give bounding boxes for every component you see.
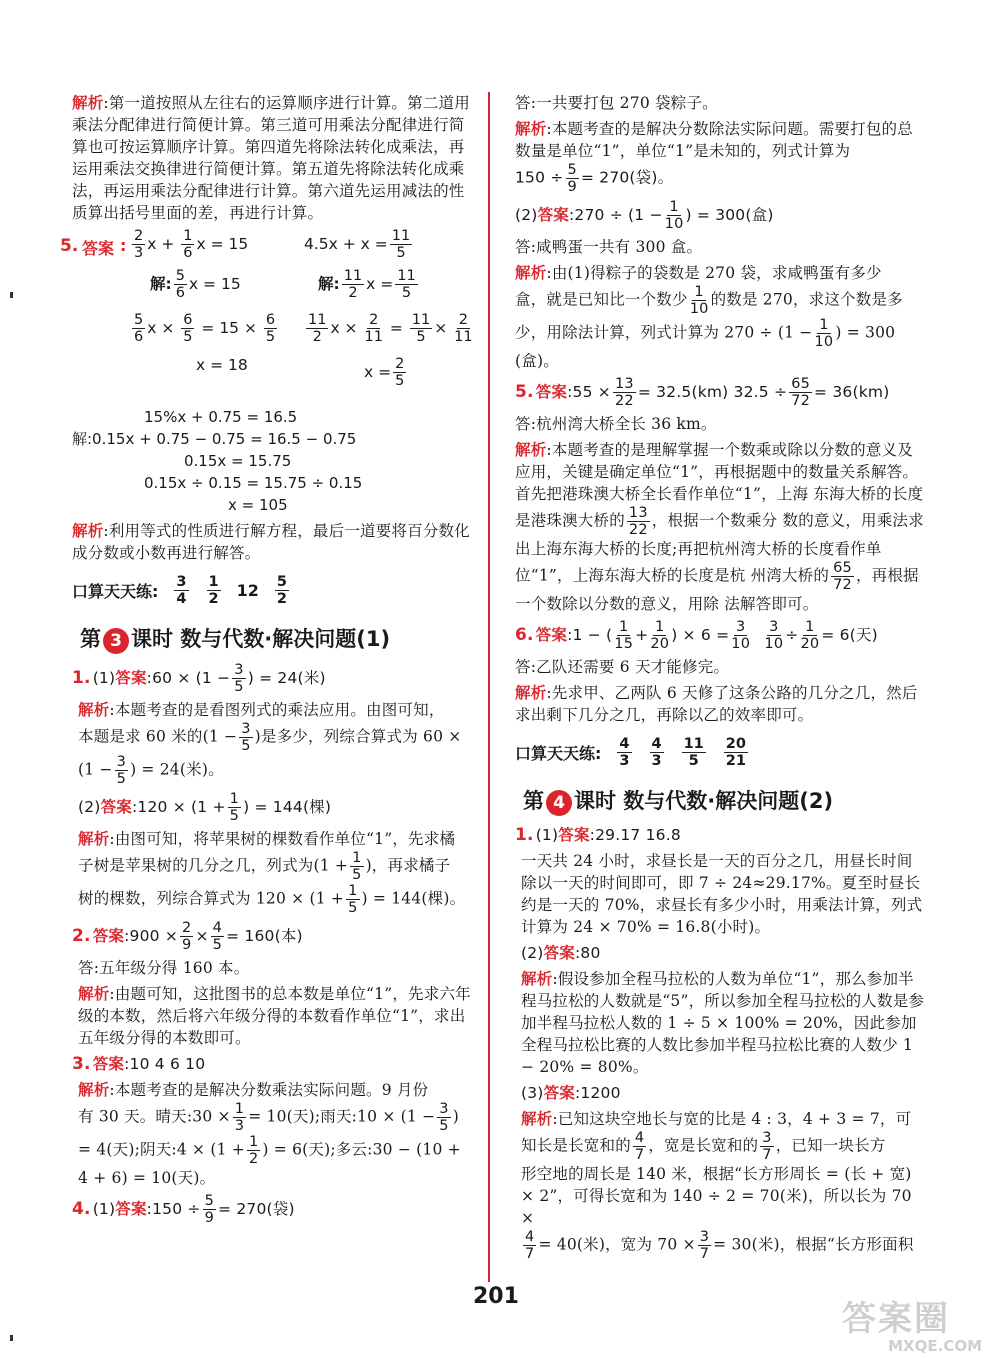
analysis-paragraph: 解析:由题可知，这批图书的总本数是单位“1”，先求六年级的本数，然后将六年级分得的本数看作单位“1”，求出五年级分得的本数即可。	[78, 985, 471, 1047]
analysis-paragraph: 解析:本题考查的是解决分数除法实际问题。需要打包的总数量是单位“1”，单位“1”是未知的，列式计算为 150 ÷ $\frac{5}{9}$ = 270(袋)。	[515, 120, 913, 195]
answer-line: 5. 答案:55 × $\frac{13}{22}$ = 32.5(km) 32.5 ÷ $\frac{65}{72}$ = 36(km)	[515, 376, 890, 409]
analysis-paragraph: 解析:由(1)得粽子的袋数是 270 袋，求咸鸭蛋有多少 盒，就是已知比一个数少 $\frac{1}{10}$ 的数是 270，求这个数是多 少，用除法计算，列式计算为 270 ÷ (1 − $\frac{1}{10}$ ) = 300 (盒)。	[515, 264, 903, 370]
answer-line: (2)答案:270 ÷ (1 − $\frac{1}{10}$ ) = 300(盒)	[515, 199, 774, 232]
reply-line: 答:五年级分得 160 本。	[78, 959, 250, 977]
analysis-paragraph: 解析:第一道按照从左往右的运算顺序进行计算。第二道用乘法分配律进行简便计算。第三道可用乘法分配律进行简算也可按运算顺序计算。第四道先将除法转化成乘法，再运用乘法交换律进行简便计算。第五道先将除法转化成乘法，再运用乘法分配律进行计算。第六道先运用减法的性质算出括号里面的差，再进行计算。	[72, 94, 470, 222]
answer-line: 1. (1)答案:60 × (1 − $\frac{3}{5}$ ) = 24(米)	[72, 662, 326, 695]
answer-line: (2)答案:80	[521, 944, 601, 962]
lesson-heading: 第 3 课时 数与代数·解决问题(1)	[80, 623, 477, 654]
reply-line: 答:咸鸭蛋一共有 300 盒。	[515, 238, 703, 256]
answer-line: 4. (1)答案:150 ÷ $\frac{5}{9}$ = 270(袋)	[72, 1193, 295, 1226]
equation-line: 解:0.15x + 0.75 − 0.75 = 16.5 − 0.75	[72, 430, 357, 448]
analysis-paragraph: 解析:本题考查的是看图列式的乘法应用。由图可知， 本题是求 60 米的(1 − $\frac{3}{5}$ )是多少，列综合算式为 60 × (1 − $\frac{3}{5}$ ) = 24(米)。	[78, 701, 462, 787]
equation-line: 解: $\frac{5}{6}$ x = 15	[150, 268, 241, 301]
reply-line: 答:乙队还需要 6 天才能修完。	[515, 658, 730, 676]
watermark-logo: 答案圈 MXQE.COM	[842, 1299, 982, 1355]
equation-line: 0.15x = 15.75	[184, 452, 292, 470]
answer-line: 3. 答案:10 4 6 10	[72, 1054, 206, 1074]
analysis-paragraph: 解析:本题考查的是解决分数乘法实际问题。9 月份 有 30 天。晴天:30 × $\frac{1}{3}$ = 10(天);雨天:10 × (1 − $\frac{3}{5}$ ) = 4(天);阴天:4 × (1 + $\frac{1}{2}$ ) = 6(天);多云:30 − (10 + 4 + 6) = 10(天)。	[78, 1081, 461, 1187]
equation-line: x = 18	[196, 356, 248, 374]
equation-line: $\frac{2}{3}$ x + $\frac{1}{6}$ x = 15	[134, 228, 249, 261]
right-column	[515, 92, 927, 1266]
analysis-paragraph: 一天共 24 小时，求昼长是一天的百分之几，用昼长时间除以一天的时间即可，即 7 ÷ 24≈29.17%。夏至时昼长约是一天的 70%，求昼长有多少小时，用乘法计算，列式计算为 24 × 70% = 16.8(小时)。	[521, 852, 923, 936]
answer-line: 1. (1)答案:29.17 16.8	[515, 825, 681, 845]
equation-line: 15%x + 0.75 = 16.5	[144, 408, 298, 426]
answer-line: (3)答案:1200	[521, 1084, 621, 1102]
left-column	[60, 92, 477, 1230]
question-number: 5.	[60, 236, 79, 256]
analysis-paragraph: 解析:已知这块空地长与宽的比是 4 : 3，4 + 3 = 7，可 知长是长宽和的 $\frac{4}{7}$ ，宽是长宽和的 $\frac{3}{7}$ ，已知一块长方 形空地的周长是 140 米，根据“长方形周长 = (长 + 宽) × 2”，可得长宽和为 140 ÷ 2 = 70(米)，所以长为 70 × $\frac{4}{7}$ = 40(米)，宽为 70 × $\frac{3}{7}$ = 30(米)，根据“长方形面积	[521, 1110, 914, 1262]
analysis-paragraph: 解析:假设参加全程马拉松的人数为单位“1”，那么参加半程马拉松的人数就是“5”，所以参加全程马拉松的人数是参加半程马拉松人数的 1 ÷ 5 × 100% = 20%，因此参加全程马拉松比赛的人数比参加半程马拉松比赛的人数少 1 − 20% = 80%。	[521, 970, 925, 1076]
scan-mark	[10, 292, 13, 298]
lesson-heading: 第 4 课时 数与代数·解决问题(2)	[523, 785, 927, 816]
equation-line: x = $\frac{2}{5}$	[364, 356, 405, 389]
analysis-paragraph: 解析:利用等式的性质进行解方程，最后一道要将百分数化成分数或小数再进行解答。	[72, 522, 470, 562]
analysis-paragraph: 解析:由图可知，将苹果树的棵数看作单位“1”，先求橘 子树是苹果树的几分之几，列式为(1 + $\frac{1}{5}$ )，再求橘子 树的棵数，列综合算式为 120 × (1 + $\frac{1}{5}$ ) = 144(棵)。	[78, 830, 466, 916]
equation-line: x = 105	[228, 496, 288, 514]
answer-line: 6. 答案:1 − ( $\frac{1}{15}$ + $\frac{1}{20}$ ) × 6 = $\frac{3}{10}$ $\frac{3}{10}$ ÷ $\frac{1}{20}$ = 6(天)	[515, 619, 878, 652]
answer-line: (2)答案:120 × (1 + $\frac{1}{5}$ ) = 144(棵)	[78, 791, 332, 824]
reply-line: 答:一共要打包 270 袋粽子。	[515, 94, 718, 112]
analysis-paragraph: 解析:本题考查的是理解掌握一个数乘或除以分数的意义及应用，关键是确定单位“1”，再根据题中的数量关系解答。首先把港珠澳大桥全长看作单位“1”，上海 东海大桥的长度是港珠澳大桥的 $\frac{13}{22}$ ，根据一个数乘分 数的意义，用乘法求出上海东海大桥的长度;再把杭州湾大桥的长度看作单位“1”，上海东海大桥的长度是杭 州湾大桥的 $\frac{65}{72}$ ，再根据一个数除以分数的意义，用除 法解答即可。	[515, 441, 924, 613]
equation-line: 0.15x ÷ 0.15 = 15.75 ÷ 0.15	[144, 474, 363, 492]
column-divider	[488, 92, 490, 1282]
answer-label: 答案	[82, 239, 115, 258]
oral-practice: 口算天天练: 4 3 4 3 11 5 20 21	[515, 736, 746, 769]
analysis-paragraph: 解析:先求甲、乙两队 6 天修了这条公路的几分之几，然后求出剩下几分之几，再除以乙的效率即可。	[515, 684, 918, 724]
equation-line: 解: $\frac{11}{2}$ x = $\frac{11}{5}$	[318, 268, 416, 301]
equation-line: $\frac{11}{2}$ x × $\frac{2}{11}$ = $\frac{11}{5}$ × $\frac{2}{11}$	[308, 312, 473, 345]
answer-line: 2. 答案:900 × $\frac{2}{9}$ × $\frac{4}{5}$ = 160(本)	[72, 920, 303, 953]
question-5: 5. 答案 : $\frac{2}{3}$ x + $\frac{1}{6}$ x = 15 解: $\frac{5}{6}$ x = 15 $\frac{5}{6}$ x × $\frac{6}{5}$ = 15 × $\frac{6}{5}$ x = 18 4.5x + x = $\frac{11}{5}$ 解: $\frac{11}{2}$ x = $\frac{11}{5}$ $\frac{11}{2}$ x × $\frac{2}{11}$ = $\frac{11}{5}$ × $\frac{2}{11}$ x = $\frac{2}{5}$	[60, 228, 473, 389]
equation-block	[72, 406, 477, 516]
equation-line: $\frac{5}{6}$ x × $\frac{6}{5}$ = 15 × $\frac{6}{5}$	[134, 312, 276, 345]
page-number: 201	[473, 1284, 519, 1309]
reply-line: 答:杭州湾大桥全长 36 km。	[515, 415, 717, 433]
oral-practice: 口算天天练: 3 4 1 2 12 5 2	[72, 574, 287, 607]
scan-mark	[10, 1335, 13, 1341]
equation-line: 4.5x + x = $\frac{11}{5}$	[304, 228, 411, 261]
